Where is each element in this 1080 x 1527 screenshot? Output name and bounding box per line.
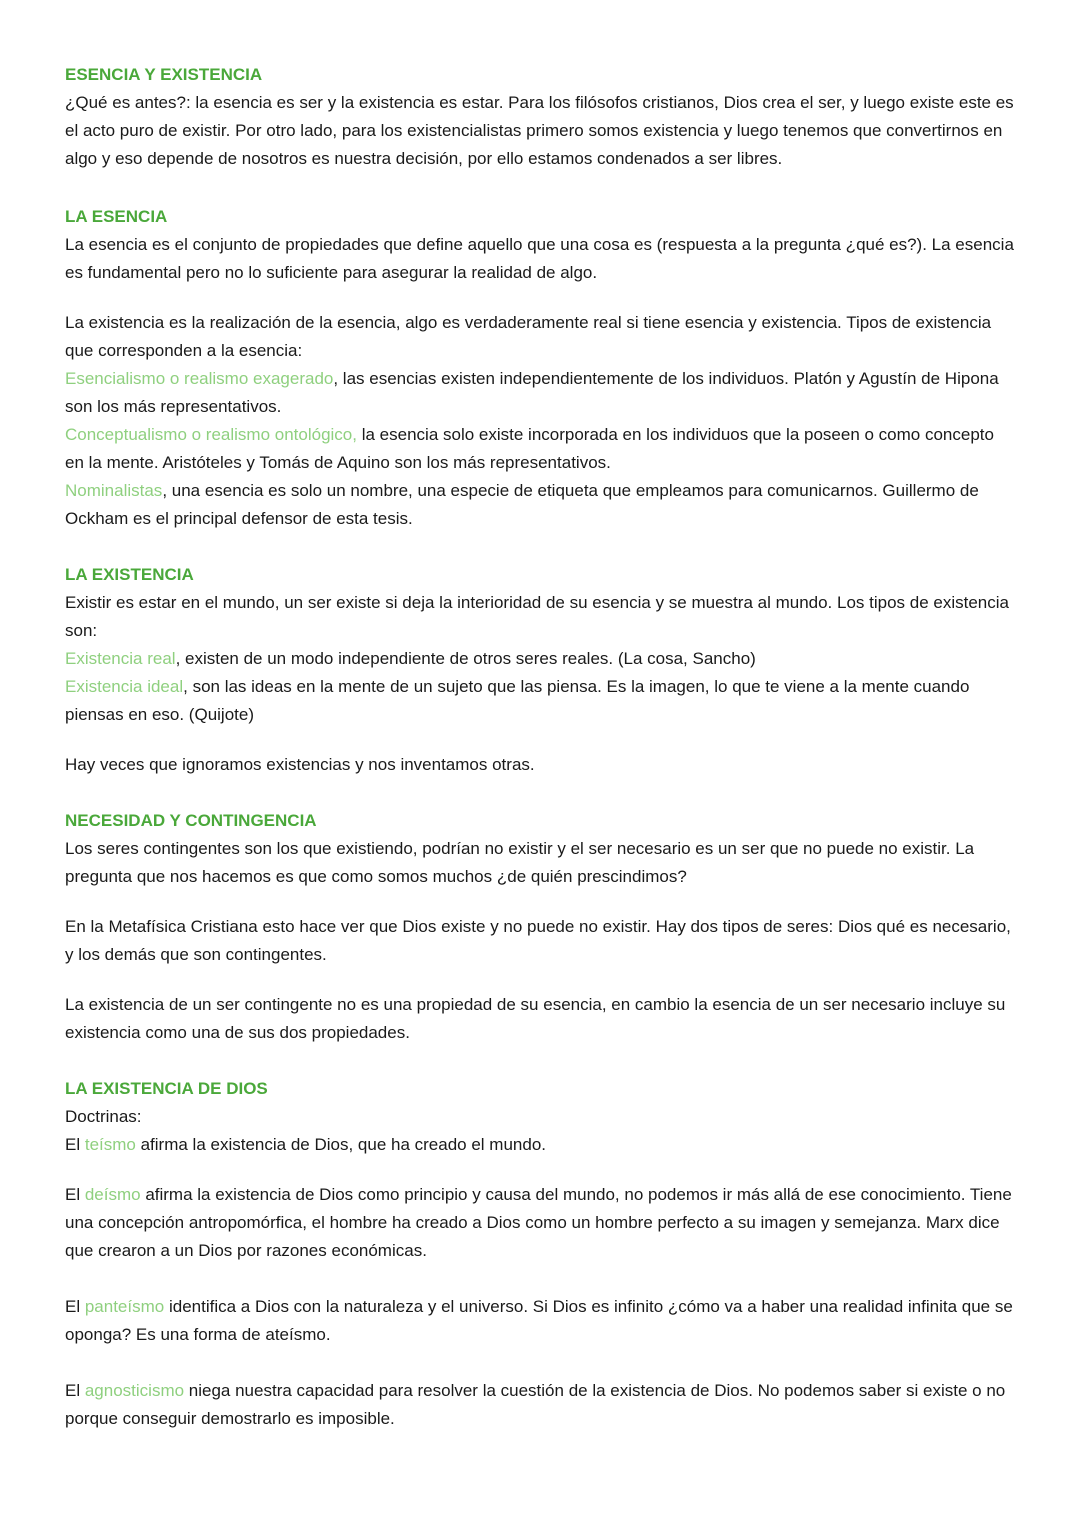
section-existencia-dios [65, 1075, 1015, 1159]
paragraph: Hay veces que ignoramos existencias y nos inventamos otras. [65, 755, 535, 774]
term-item [65, 365, 1015, 421]
article: El [65, 1185, 85, 1204]
term-description: la esencia solo existe incorporada en los individuos que la poseen o como concepto en la mente. Aristóteles y Tomás de Aquino son los más representativos. [65, 425, 994, 472]
section-agnosticismo [65, 1377, 1015, 1433]
paragraph: En la Metafísica Cristiana esto hace ver que Dios existe y no puede no existir. Hay dos tipos de seres: Dios qué es necesario, y los demás que son contingentes. [65, 917, 1011, 964]
term-conceptualismo: Conceptualismo o realismo ontológico, [65, 425, 357, 444]
term-item [65, 421, 1015, 477]
term-teismo: teísmo [84, 1135, 136, 1154]
paragraph: La esencia es el conjunto de propiedades que define aquello que una cosa es (respuesta a la pregunta ¿qué es?). La esencia es fundamental pero no lo suficiente para asegurar la realidad de algo. [65, 235, 1014, 282]
term-item [65, 1377, 1015, 1433]
paragraph: La existencia es la realización de la esencia, algo es verdaderamente real si tiene esencia y existencia. Tipos de existencia que corresponden a la esencia: [65, 313, 992, 360]
term-description: identifica a Dios con la naturaleza y el universo. Si Dios es infinito ¿cómo va a haber una realidad infinita que se oponga? Es una forma de ateísmo. [65, 1297, 1013, 1344]
term-panteismo: panteísmo [84, 1297, 165, 1316]
article: El [65, 1135, 85, 1154]
term-description: , una esencia es solo un nombre, una especie de etiqueta que empleamos para comunicarnos. Guillermo de Ockham es el principal defensor de esta tesis. [65, 481, 979, 528]
term-item [65, 645, 1015, 673]
heading-la-esencia: LA ESENCIA [65, 207, 168, 226]
term-existencia-real: Existencia real [65, 649, 176, 668]
section-metafisica [65, 913, 1015, 969]
section-deismo [65, 1181, 1015, 1265]
heading-necesidad-contingencia: NECESIDAD Y CONTINGENCIA [65, 811, 317, 830]
section-tipos-esencia [65, 309, 1015, 533]
term-description: afirma la existencia de Dios como principio y causa del mundo, no podemos ir más allá de ese conocimiento. Tiene una concepción antropomórfica, el hombre ha creado a Dios como un hombre perfecto a su imagen y semejanza. Marx dice que crearon a un Dios por razones económicas. [65, 1185, 1012, 1260]
term-agnosticismo: agnosticismo [84, 1381, 185, 1400]
term-nominalistas: Nominalistas [65, 481, 163, 500]
term-description: , existen de un modo independiente de otros seres reales. (La cosa, Sancho) [175, 649, 756, 668]
heading-la-existencia: LA EXISTENCIA [65, 565, 194, 584]
term-item [65, 477, 1015, 533]
paragraph: ¿Qué es antes?: la esencia es ser y la existencia es estar. Para los filósofos cristianos, Dios crea el ser, y luego existe este es el acto puro de existir. Por otro lado, para los existencialistas primero somos existencia y luego tenemos que convertirnos en algo y eso depende de nosotros es nuestra decisión, por ello estamos condenados a ser libres. [65, 93, 1014, 168]
term-esencialismo: Esencialismo o realismo exagerado [65, 369, 334, 388]
paragraph: Los seres contingentes son los que existiendo, podrían no existir y el ser necesario es un ser que no puede no existir. La pregunta que nos hacemos es que como somos muchos ¿de quién prescindimos? [65, 839, 975, 886]
term-item [65, 1293, 1015, 1349]
section-la-esencia [65, 203, 1015, 287]
term-description: , son las ideas en la mente de un sujeto que las piensa. Es la imagen, lo que te viene a la mente cuando piensas en eso. (Quijote) [65, 677, 970, 724]
article: El [65, 1297, 85, 1316]
paragraph: Existir es estar en el mundo, un ser existe si deja la interioridad de su esencia y se muestra al mundo. Los tipos de existencia son: [65, 593, 1009, 640]
section-esencia-existencia [65, 61, 1015, 173]
paragraph: La existencia de un ser contingente no es una propiedad de su esencia, en cambio la esencia de un ser necesario incluye su existencia como una de sus dos propiedades. [65, 995, 1006, 1042]
term-description: afirma la existencia de Dios, que ha creado el mundo. [135, 1135, 546, 1154]
paragraph: Doctrinas: [65, 1107, 142, 1126]
term-description: niega nuestra capacidad para resolver la cuestión de la existencia de Dios. No podemos saber si existe o no porque conseguir demostrarlo es imposible. [65, 1381, 1006, 1428]
section-necesidad-contingencia [65, 807, 1015, 891]
section-panteismo [65, 1293, 1015, 1349]
term-item [65, 673, 1015, 729]
term-item [65, 1181, 1015, 1265]
section-note [65, 751, 1015, 779]
term-deismo: deísmo [84, 1185, 141, 1204]
section-contingente [65, 991, 1015, 1047]
term-existencia-ideal: Existencia ideal [65, 677, 184, 696]
article: El [65, 1381, 85, 1400]
heading-esencia-existencia: ESENCIA Y EXISTENCIA [65, 65, 263, 84]
heading-existencia-dios: LA EXISTENCIA DE DIOS [65, 1079, 268, 1098]
section-la-existencia [65, 561, 1015, 729]
term-item [65, 1131, 1015, 1159]
term-description: , las esencias existen independientemente de los individuos. Platón y Agustín de Hipona son los más representativos. [65, 369, 999, 416]
